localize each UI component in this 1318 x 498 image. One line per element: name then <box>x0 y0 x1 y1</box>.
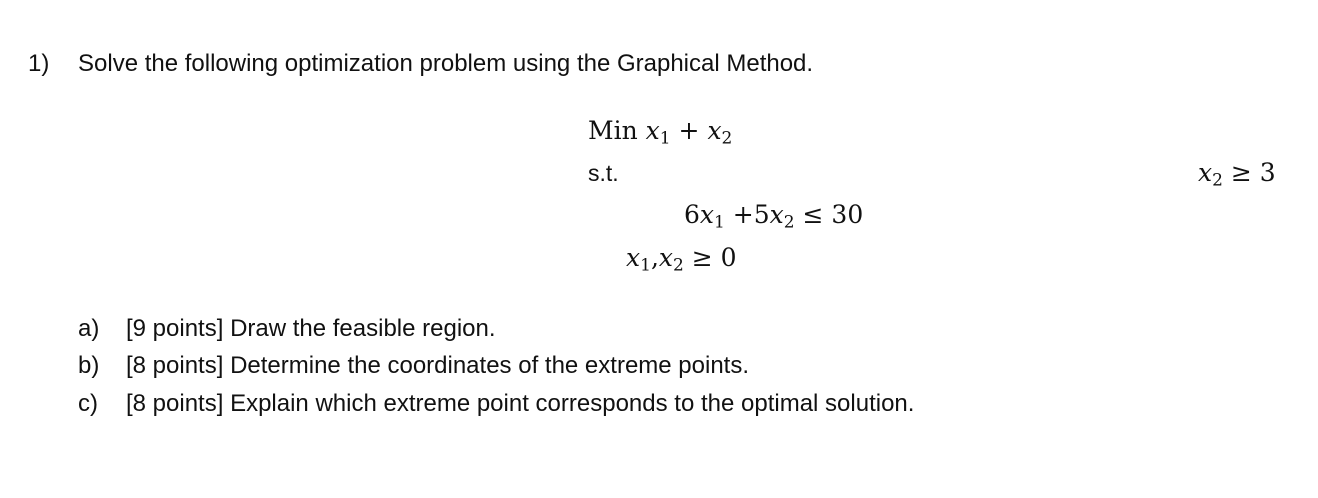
objective-function <box>588 116 733 149</box>
constraint-resource <box>684 200 864 233</box>
c2-var-1: x <box>699 200 715 229</box>
c3-var-2: x <box>658 243 673 272</box>
c3-sub-2: 2 <box>673 255 684 276</box>
c2-operator: +5 <box>724 200 770 229</box>
c3-relation: ≥ 0 <box>683 243 737 272</box>
c2-sub-2: 2 <box>783 212 795 233</box>
c1-relation: ≥ 3 <box>1222 158 1276 187</box>
c2-relation: ≤ 30 <box>794 200 864 229</box>
c1-sub: 2 <box>1212 170 1223 191</box>
objective-var-1: x <box>645 116 660 145</box>
part-c-letter: c) <box>78 390 98 417</box>
subject-to-label: s.t. <box>588 160 619 186</box>
c2-var-2: x <box>769 200 784 229</box>
part-c-text: [8 points] Explain which extreme point corresponds to the optimal solution. <box>126 390 915 417</box>
part-b-letter: b) <box>78 352 100 379</box>
objective-sub-2: 2 <box>721 128 733 149</box>
part-a-text: [9 points] Draw the feasible region. <box>126 315 496 342</box>
c2-coef-1: 6 <box>684 200 700 229</box>
constraint-x2-min <box>1198 158 1276 191</box>
c3-var-1: x <box>626 243 641 272</box>
part-b-text: [8 points] Determine the coordinates of the extreme points. <box>126 352 750 379</box>
constraint-nonnegativity <box>626 243 737 276</box>
c2-sub-1: 1 <box>714 212 725 233</box>
objective-var-2: x <box>707 116 722 145</box>
c3-sub-1: 1 <box>640 255 651 276</box>
c1-var: x <box>1198 158 1213 187</box>
c3-separator: , <box>650 243 659 272</box>
objective-sub-1: 1 <box>659 128 671 149</box>
question-number: 1) <box>28 50 50 77</box>
part-a-letter: a) <box>78 315 100 342</box>
question-text: Solve the following optimization problem using the Graphical Method. <box>78 50 814 77</box>
objective-keyword: Min <box>588 116 638 145</box>
objective-operator: + <box>670 116 708 145</box>
